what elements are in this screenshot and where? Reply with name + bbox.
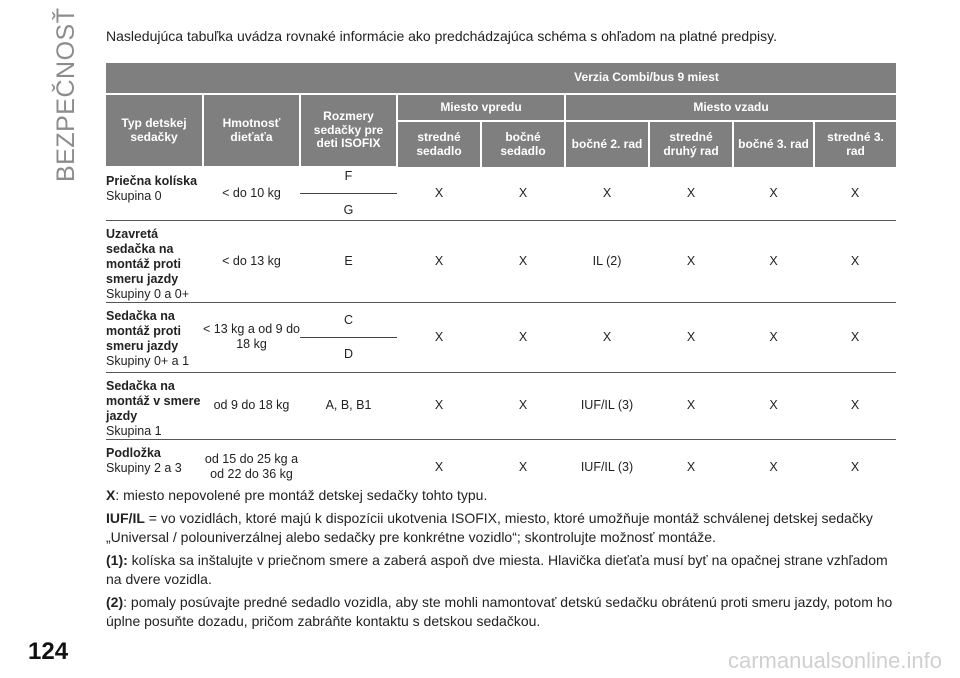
header-center-row2: stredné druhý rad [649, 121, 733, 167]
child-weight: od 9 do 18 kg [203, 372, 300, 439]
note-iuf-key: IUF/IL [106, 510, 145, 526]
isofix-size-top: C [343, 312, 354, 327]
header-empty-left [106, 63, 397, 94]
cell-side-row3: X [733, 372, 814, 439]
note-1 [106, 551, 896, 589]
cell-center-row2: X [649, 220, 733, 302]
cell-center-row3: X [814, 167, 896, 220]
isofix-size: E [300, 220, 397, 302]
seat-type [106, 167, 203, 220]
isofix-size [300, 302, 397, 372]
cell-side-row2: IL (2) [565, 220, 649, 302]
seat-type-group: Skupiny 0 a 0+ [106, 286, 190, 301]
note-iuf [106, 509, 896, 547]
cell-side-row3: X [769, 459, 778, 474]
seat-type [106, 372, 203, 439]
page-number: 124 [28, 638, 69, 665]
table-row [106, 220, 896, 302]
intro-paragraph: Nasledujúca tabuľka uvádza rovnaké informácie ako predchádzajúca schéma s ohľadom na platné predpisy. [106, 28, 777, 44]
header-weight: Hmotnosť dieťaťa [203, 94, 300, 167]
cell-front-center: X [397, 167, 481, 220]
note-x [106, 486, 896, 505]
size-divider [300, 193, 397, 194]
cell-side-row2: X [565, 302, 649, 372]
child-weight: < 13 kg a od 9 do 18 kg [203, 302, 300, 372]
cell-side-row3: X [733, 167, 814, 220]
cell-center-row2: X [649, 167, 733, 220]
seat-type-name: Podložka [106, 445, 161, 460]
cell-front-side: X [481, 372, 565, 439]
cell-front-side: X [481, 167, 565, 220]
seat-type-group: Skupiny 0+ a 1 [106, 353, 190, 368]
cell-front-side: X [481, 302, 565, 372]
watermark: carmanualsonline.info [727, 648, 942, 673]
cell-front-center: X [397, 220, 481, 302]
header-front-seats: Miesto vpredu [397, 94, 565, 121]
isofix-size-bottom: D [343, 346, 354, 361]
header-front-center: stredné sedadlo [397, 121, 481, 167]
header-version: Verzia Combi/bus 9 miest [397, 63, 896, 94]
header-isofix-size: Rozmery sedačky pre deti ISOFIX [300, 94, 397, 167]
cell-side-row2: IUF/IL (3) [565, 372, 649, 439]
header-side-row2: bočné 2. rad [565, 121, 649, 167]
cell-center-row2: X [686, 459, 696, 474]
cell-center-row2: X [649, 302, 733, 372]
header-front-side: bočné sedadlo [481, 121, 565, 167]
header-side-row3: bočné 3. rad [733, 121, 814, 167]
size-divider [300, 337, 397, 338]
isofix-size-bottom: G [343, 203, 354, 218]
isofix-size: A, B, B1 [300, 372, 397, 439]
child-weight: od 15 do 25 kg a od 22 do 36 kg [204, 452, 299, 482]
cell-side-row3: X [733, 302, 814, 372]
table-row [106, 302, 896, 372]
note-iuf-text: = vo vozidlách, ktoré majú k dispozícii ukotvenia ISOFIX, miesto, ktoré umožňuje montáž schválenej detskej sedačky „Universal / polouniverzálnej alebo sedačky pre konkrétne vozidlo“; skontrolujte možnosť montáže. [106, 510, 873, 545]
cell-front-side: X [518, 459, 528, 474]
cell-center-row3: X [814, 372, 896, 439]
section-title-vertical: BEZPEČNOSŤ [52, 7, 80, 182]
cell-front-center: X [397, 372, 481, 439]
seat-type-group: Skupina 1 [106, 423, 162, 438]
cell-center-row3: X [814, 220, 896, 302]
seat-type [106, 302, 203, 372]
seat-type-name: Sedačka na montáž proti smeru jazdy [106, 308, 181, 353]
cell-side-row2: IUF/IL (3) [580, 459, 634, 474]
seat-type-name: Uzavretá sedačka na montáž proti smeru jazdy [106, 226, 181, 286]
isofix-size-top: F [344, 169, 353, 184]
cell-center-row2: X [649, 372, 733, 439]
header-type: Typ detskej sedačky [106, 94, 203, 167]
cell-front-side: X [481, 220, 565, 302]
table-row [106, 167, 896, 220]
header-center-row3: stredné 3. rad [814, 121, 896, 167]
note-2-key: (2) [106, 594, 124, 610]
seat-type-name: Sedačka na montáž v smere jazdy [106, 378, 201, 423]
header-rear-seats: Miesto vzadu [565, 94, 896, 121]
note-1-key: (1): [106, 552, 128, 568]
note-2-text: : pomaly posúvajte predné sedadlo vozidla, aby ste mohli namontovať detskú sedačku obrátenú proti smeru jazdy, potom ho úplne posuňte dozadu, pričom zabráňte kontaktu s detskou sedačkou. [106, 594, 893, 629]
cell-front-center: X [434, 459, 444, 474]
cell-side-row2: X [565, 167, 649, 220]
seat-type-name: Priečna kolíska [106, 174, 198, 188]
seat-type-group: Skupina 0 [106, 189, 162, 203]
table-row [106, 372, 896, 439]
cell-side-row3: X [733, 220, 814, 302]
child-seat-table [106, 63, 896, 495]
footnotes [106, 486, 896, 635]
note-2 [106, 593, 896, 631]
cell-center-row3: X [850, 459, 860, 474]
note-x-text: : miesto nepovolené pre montáž detskej sedačky tohto typu. [115, 487, 488, 503]
cell-center-row3: X [814, 302, 896, 372]
child-weight: < do 13 kg [203, 220, 300, 302]
note-1-text: kolíska sa inštalujte v priečnom smere a zaberá aspoň dve miesta. Hlavička dieťaťa musí byť na opačnej strane vzhľadom na dvere vozidla. [106, 552, 888, 587]
seat-type [106, 220, 203, 302]
cell-front-center: X [397, 302, 481, 372]
isofix-size [300, 167, 397, 220]
note-x-key: X [106, 487, 116, 503]
seat-type-group: Skupiny 2 a 3 [106, 460, 182, 475]
child-weight: < do 10 kg [203, 167, 300, 220]
